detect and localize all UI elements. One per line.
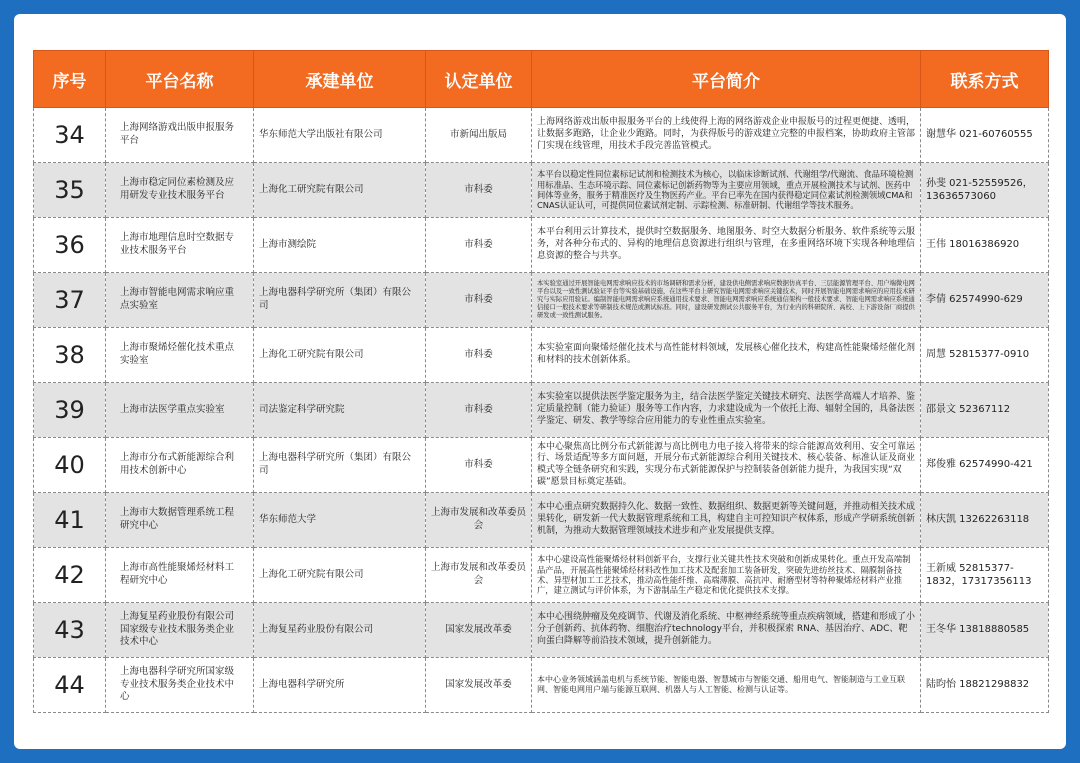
row-cert: 市科委 [426,273,532,328]
row-cert: 国家发展改革委 [426,658,532,713]
row-cert: 市科委 [426,438,532,493]
table-row [34,658,1049,713]
table-row [34,548,1049,603]
row-no: 42 [34,548,106,603]
header-name: 平台名称 [106,51,254,108]
row-cert: 市科委 [426,218,532,273]
row-intro: 本实验室通过开展智能电网需求响应技术的市场调研和需求分析，建设供电侧需求响应数据仿真平台、三层能源管理平台、用户端微电网平台以及一致性测试验证平台等实验基础设施，在这些平台上研究智能电网需求响应关键技术，同时开展智能电网需求响应的应用技术研究与实际应用验证。编制智能电网需求响应系统通用技术要求、智能电网需求响应系统通信架构一般技术要求、智能电网需求响应系统通信接口一般技术要求等研制技术规范或测试标准。同时，建设研发测试公共服务平台，为行业内的科研院所、高校、上下游设备厂商提供研发或一致性测试服务。 [532,273,921,328]
row-no: 35 [34,163,106,218]
row-contact: 王新威 52815377-1832，17317356113 [921,548,1049,603]
header-unit: 承建单位 [254,51,426,108]
row-unit: 华东师范大学 [254,493,426,548]
row-unit: 司法鉴定科学研究院 [254,383,426,438]
row-unit: 上海化工研究院有限公司 [254,163,426,218]
table-row [34,383,1049,438]
row-contact: 周慧 52815377-0910 [921,328,1049,383]
row-no: 36 [34,218,106,273]
table-row [34,328,1049,383]
row-contact: 李倩 62574990-629 [921,273,1049,328]
row-no: 40 [34,438,106,493]
row-cert: 市科委 [426,383,532,438]
row-unit: 上海电器科学研究所（集团）有限公司 [254,438,426,493]
row-name: 上海电器科学研究所国家级专业技术服务类企业技术中心 [106,658,254,713]
row-no: 37 [34,273,106,328]
row-name: 上海市稳定同位素检测及应用研发专业技术服务平台 [106,163,254,218]
row-intro: 本中心围绕肿瘤及免疫调节、代谢及消化系统、中枢神经系统等重点疾病领域，搭建和形成了小分子创新药、抗体药物、细胞治疗technology平台，并积极探索 RNA、基因治疗、ADC、靶向蛋白降解等前沿技术领域，提升创新能力。 [532,603,921,658]
row-unit: 华东师范大学出版社有限公司 [254,108,426,163]
row-unit: 上海电器科学研究所（集团）有限公司 [254,273,426,328]
row-no: 39 [34,383,106,438]
row-name: 上海市智能电网需求响应重点实验室 [106,273,254,328]
row-no: 43 [34,603,106,658]
row-no: 38 [34,328,106,383]
table-row [34,218,1049,273]
row-intro: 上海网络游戏出版申报服务平台的上线使得上海的网络游戏企业申报版号的过程更便捷、透明，让数据多跑路，让企业少跑路。同时，为获得版号的游戏建立完整的申报档案，协助政府主管部门实现在线管理，用技术手段完善监管模式。 [532,108,921,163]
row-intro: 本平台利用云计算技术，提供时空数据服务、地图服务、时空大数据分析服务、软件系统等云服务，对各种分布式的、异构的地理信息资源进行组织与管理，在多重网络环境下实现各种地理信息资源的整合与共享。 [532,218,921,273]
table-row [34,273,1049,328]
row-contact: 邵景文 52367112 [921,383,1049,438]
row-unit: 上海化工研究院有限公司 [254,548,426,603]
row-intro: 本中心聚焦高比例分布式新能源与高比例电力电子接入将带来的综合能源高效利用、安全可靠运行、场景适配等多方面问题，开展分布式新能源综合利用关键技术、核心装备、标准认证及商业模式等全链条研究和实践，实现分布式新能源保护与控制装备创新能力提升，为我国实现“双碳”愿景目标奠定基础。 [532,438,921,493]
row-intro: 本中心业务领域涵盖电机与系统节能、智能电器、智慧城市与智能交通、船用电气、智能制造与工业互联网、智能电网用户端与能源互联网、机器人与人工智能、检测与认证等。 [532,658,921,713]
table-row [34,493,1049,548]
row-intro: 本中心建设高性能聚烯烃材料创新平台，支撑行业关键共性技术突破和创新成果转化。重点开发高端制品产品，开展高性能聚烯烃材料改性加工技术及配套加工装备研发，突破先进纺丝技术、隔膜制备技术、异型材加工工艺技术，推动高性能纤维、高端薄膜、高抗冲、耐磨型材等特种聚烯烃材料产业推广，建立测试与评价体系，为下游制品生产稳定和优化提供技术支撑。 [532,548,921,603]
row-unit: 上海复星药业股份有限公司 [254,603,426,658]
row-contact: 王伟 18016386920 [921,218,1049,273]
row-contact: 王冬华 13818880585 [921,603,1049,658]
row-name: 上海市高性能聚烯烃材料工程研究中心 [106,548,254,603]
row-name: 上海市地理信息时空数据专业技术服务平台 [106,218,254,273]
row-no: 34 [34,108,106,163]
row-no: 41 [34,493,106,548]
row-name: 上海市聚烯烃催化技术重点实验室 [106,328,254,383]
row-unit: 上海化工研究院有限公司 [254,328,426,383]
row-cert: 上海市发展和改革委员会 [426,493,532,548]
header-cert: 认定单位 [426,51,532,108]
row-contact: 陆昀怡 18821298832 [921,658,1049,713]
row-cert: 上海市发展和改革委员会 [426,548,532,603]
table-row [34,108,1049,163]
row-intro: 本平台以稳定性同位素标记试剂和检测技术为核心，以临床诊断试剂、代谢组学/代谢流、食品环境检测用标准品、生态环境示踪、同位素标记创新药物等为主要应用领域，重点开展检测技术与试剂、医药中间体等业务，服务于精准医疗及生物医药产业。平台已率先在国内获得稳定同位素试剂检测领域CMA和CNAS认证认可，可提供同位素试剂定制、示踪检测、标准研制、代谢组学等技术服务。 [532,163,921,218]
row-cert: 市科委 [426,163,532,218]
row-contact: 孙斐 021-52559526，13636573060 [921,163,1049,218]
row-contact: 林庆凯 13262263118 [921,493,1049,548]
row-name: 上海复星药业股份有限公司国家级专业技术服务类企业技术中心 [106,603,254,658]
row-cert: 市新闻出版局 [426,108,532,163]
row-intro: 本中心重点研究数据持久化、数据一致性、数据组织、数据更新等关键问题，并推动相关技术成果转化，研发新一代大数据管理系统和工具，构建自主可控知识产权体系，形成产学研系统创新机制，为推动大数据管理领域技术进步和产业发展提供支撑。 [532,493,921,548]
row-contact: 谢慧华 021-60760555 [921,108,1049,163]
row-name: 上海市大数据管理系统工程研究中心 [106,493,254,548]
row-name: 上海网络游戏出版申报服务平台 [106,108,254,163]
row-intro: 本实验室面向聚烯烃催化技术与高性能材料领域，发展核心催化技术，构建高性能聚烯烃催化剂和材料的技术创新体系。 [532,328,921,383]
table-row [34,603,1049,658]
row-unit: 上海电器科学研究所 [254,658,426,713]
row-intro: 本实验室以提供法医学鉴定服务为主，结合法医学鉴定关键技术研究、法医学高端人才培养、鉴定质量控制（能力验证）服务等工作内容，力求建设成为一个依托上海、辐射全国的，具备法医学鉴定、研发、教学等综合应用能力的专业性重点实验室。 [532,383,921,438]
row-no: 44 [34,658,106,713]
row-name: 上海市分布式新能源综合利用技术创新中心 [106,438,254,493]
header-no: 序号 [34,51,106,108]
header-contact: 联系方式 [921,51,1049,108]
row-unit: 上海市测绘院 [254,218,426,273]
row-name: 上海市法医学重点实验室 [106,383,254,438]
platform-table [33,50,1049,713]
header-row [34,51,1049,108]
header-intro: 平台简介 [532,51,921,108]
table-row [34,438,1049,493]
row-cert: 市科委 [426,328,532,383]
row-cert: 国家发展改革委 [426,603,532,658]
row-contact: 郑俊雅 62574990-421 [921,438,1049,493]
table-row [34,163,1049,218]
